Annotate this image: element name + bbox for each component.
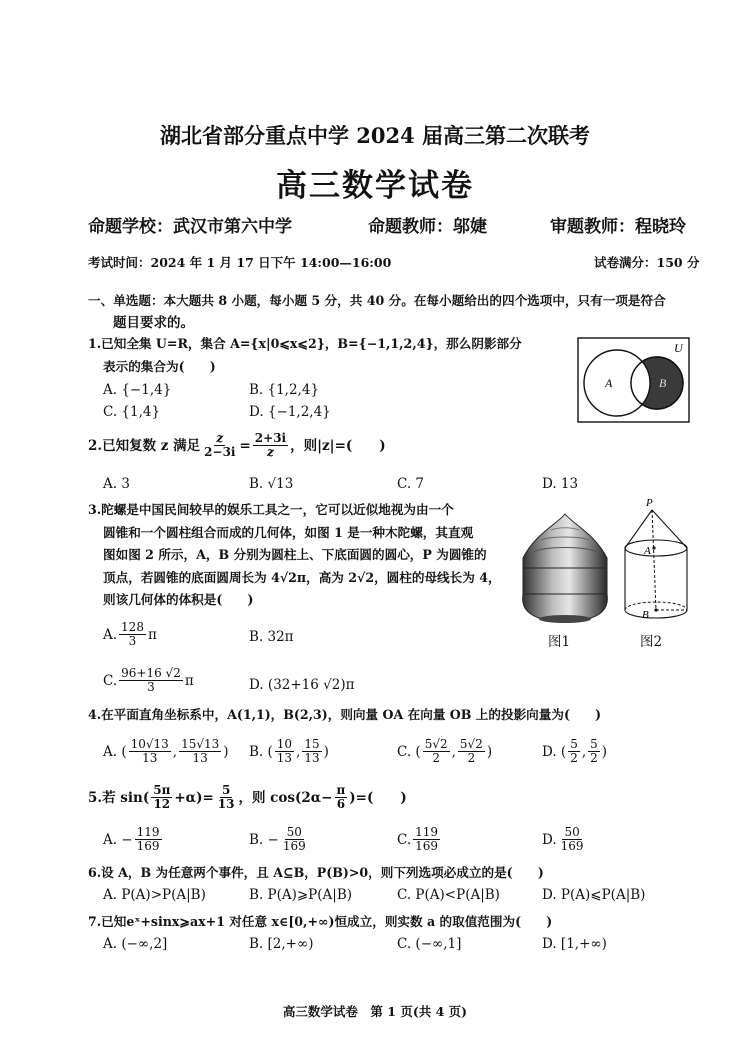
q5-d-num: 50 bbox=[564, 825, 580, 839]
exam-time: 考试时间：2024 年 1 月 17 日下午 14:00—16:00 bbox=[88, 255, 392, 270]
q4-d-n1: 5 bbox=[570, 737, 578, 751]
q2-prefix: 2.已知复数 z 满足 bbox=[88, 437, 201, 454]
q3-stem bbox=[88, 499, 508, 612]
q4-d-d2: 2 bbox=[590, 751, 598, 765]
q5-part-1: 5.若 sin( bbox=[88, 789, 150, 806]
q2-option-c: C. 7 bbox=[397, 476, 425, 492]
q3-option-c-label: C. bbox=[103, 672, 118, 689]
q5-f2-num: 5 bbox=[221, 783, 231, 797]
fig2-label-b: B bbox=[642, 609, 649, 621]
q4-c-d2: 2 bbox=[467, 751, 476, 765]
q5-option-c bbox=[397, 826, 442, 853]
q5-option-a bbox=[103, 826, 164, 853]
q7-option-c: C. (−∞,1] bbox=[397, 936, 462, 952]
q2-suffix: ，则|z|=( ) bbox=[290, 437, 386, 454]
q3-option-a-num: 128 bbox=[121, 620, 144, 634]
q4-d-n2: 5 bbox=[590, 737, 598, 751]
q5-a-num: 119 bbox=[136, 825, 160, 839]
venn-label-b: B bbox=[659, 376, 667, 390]
q3-option-a-den: 3 bbox=[128, 634, 137, 648]
venn-label-u: U bbox=[674, 341, 683, 355]
q4-a-n1: 10√13 bbox=[130, 737, 169, 751]
q6-option-b: B. P(A)⩾P(A|B) bbox=[249, 887, 353, 903]
q4-c-label: C. ( bbox=[397, 743, 421, 760]
q4-b-label: B. ( bbox=[249, 743, 273, 760]
q4-a-d1: 13 bbox=[142, 751, 158, 765]
q2-fraction-1 bbox=[202, 432, 237, 459]
q3-option-a-label: A. bbox=[103, 626, 118, 643]
figure-2-diagram bbox=[620, 496, 695, 626]
q3-option-d: D. (32+16 √2)π bbox=[249, 677, 355, 693]
figure-1-spinning-top bbox=[515, 510, 615, 630]
q5-b-label: B. − bbox=[249, 831, 279, 848]
q4-a-d2: 13 bbox=[192, 751, 208, 765]
meta-teacher: 命题教师：邬婕 bbox=[368, 217, 487, 237]
section-title bbox=[88, 289, 698, 335]
meta-school: 命题学校：武汉市第六中学 bbox=[88, 217, 292, 237]
q1-option-b: B. {1,2,4} bbox=[249, 382, 320, 398]
q2-option-b: B. √13 bbox=[249, 476, 294, 492]
q4-b-n2: 15 bbox=[304, 737, 320, 751]
q3-option-a-frac bbox=[119, 621, 146, 648]
figure-1-caption: 图1 bbox=[548, 634, 571, 650]
q5-option-b bbox=[249, 826, 310, 853]
q1-option-d: D. {−1,2,4} bbox=[249, 404, 331, 420]
q5-d-label: D. bbox=[542, 831, 557, 848]
q5-f3-num: π bbox=[336, 783, 346, 797]
q1-option-a: A. {−1,4} bbox=[103, 382, 172, 398]
q2-option-d: D. 13 bbox=[542, 476, 579, 492]
q5-part-2: +α)= bbox=[174, 789, 214, 806]
q5-f2-den: 13 bbox=[217, 797, 235, 811]
q4-b-d2: 13 bbox=[304, 751, 320, 765]
q5-stem bbox=[88, 784, 407, 811]
q3-option-a bbox=[103, 621, 157, 648]
q3-option-b: B. 32π bbox=[249, 629, 294, 645]
venn-diagram bbox=[577, 337, 690, 423]
q3-line-2: 圆锥和一个圆柱组合而成的几何体，如图 1 是一种木陀螺，其直观 bbox=[103, 524, 474, 540]
fig2-label-p: P bbox=[646, 497, 653, 509]
q3-option-c-den: 3 bbox=[147, 680, 155, 694]
q5-a-den: 169 bbox=[136, 839, 160, 853]
exam-header-line1: 湖北省部分重点中学 2024 届高三第二次联考 bbox=[159, 123, 591, 148]
q2-stem bbox=[88, 432, 386, 459]
exam-title: 高三数学试卷 bbox=[276, 168, 474, 204]
q4-a-label: A. ( bbox=[103, 743, 127, 760]
q3-line-4: 顶点，若圆锥的底面圆周长为 4√2π，高为 2√2，圆柱的母线长为 4， bbox=[103, 569, 501, 585]
q5-part-3: ，则 cos(2α− bbox=[238, 789, 333, 806]
q5-b-num: 50 bbox=[286, 825, 302, 839]
q4-c-n2: 5√2 bbox=[459, 737, 483, 751]
q3-option-c-num: 96+16 √2 bbox=[121, 666, 181, 680]
q4-d-label: D. ( bbox=[542, 743, 567, 760]
q3-option-c bbox=[103, 667, 194, 694]
q4-option-b: B. ( $\frac{10}{13}$ , $\frac{15}{13}$ ) bbox=[249, 737, 329, 765]
q4-option-c: C. ( $\frac{5√2}{2}$ , $\frac{5√2}{2}$ ) bbox=[397, 737, 493, 765]
q5-part-4: )=( ) bbox=[349, 789, 407, 806]
q7-option-a: A. (−∞,2] bbox=[103, 936, 168, 952]
q4-option-d: D. ( $\frac{5}{2}$ , $\frac{5}{2}$ ) bbox=[542, 737, 608, 765]
q4-option-a: A. ( $\frac{10√13}{13}$ , $\frac{15√13}{13}$ ) bbox=[103, 737, 229, 765]
q6-option-d: D. P(A)⩽P(A|B) bbox=[542, 887, 646, 903]
q5-f1-den: 12 bbox=[153, 797, 171, 811]
q2-eq: = bbox=[239, 437, 251, 454]
q3-option-c-suffix: π bbox=[184, 672, 194, 689]
q7-stem: 7.已知eˣ+sinx⩾ax+1 对任意 x∈[0,+∞)恒成立，则实数 a 的取值范围为( ) bbox=[88, 914, 553, 929]
q4-c-d1: 2 bbox=[432, 751, 440, 765]
q1-stem-line1: 1.已知全集 U=R，集合 A={x|0⩽x⩽2}，B={−1,1,2,4}，那么阴影部分 bbox=[88, 336, 522, 351]
q5-c-den: 169 bbox=[415, 839, 439, 853]
q4-b-d1: 13 bbox=[276, 751, 293, 765]
page-footer: 高三数学试卷 第 1 页(共 4 页) bbox=[282, 1004, 468, 1019]
q5-b-den: 169 bbox=[282, 839, 306, 853]
q3-line-1: 3.陀螺是中国民间较早的娱乐工具之一，它可以近似地视为由一个 bbox=[88, 502, 454, 517]
q5-f3-den: 6 bbox=[336, 797, 346, 811]
q2-frac1-num: z bbox=[216, 431, 224, 445]
meta-reviewer: 审题教师：程晓玲 bbox=[550, 217, 686, 237]
q2-frac2-den: z bbox=[267, 445, 274, 459]
venn-label-a: A bbox=[605, 376, 613, 390]
q5-a-label: A. − bbox=[103, 831, 133, 848]
q5-c-label: C. bbox=[397, 831, 412, 848]
q2-frac2-num: 2+3i bbox=[254, 431, 287, 445]
q5-d-den: 169 bbox=[560, 839, 584, 853]
q4-b-n1: 10 bbox=[276, 737, 293, 751]
q1-option-c: C. {1,4} bbox=[103, 404, 161, 420]
q3-option-a-suffix: π bbox=[147, 626, 157, 643]
section-title-line2: 题目要求的。 bbox=[113, 315, 194, 331]
q6-option-c: C. P(A)<P(A|B) bbox=[397, 887, 500, 903]
q4-c-n1: 5√2 bbox=[424, 737, 448, 751]
q2-fraction-2 bbox=[253, 432, 288, 459]
q5-c-num: 119 bbox=[415, 825, 439, 839]
q4-a-n2: 15√13 bbox=[181, 737, 220, 751]
q1-stem-line2: 表示的集合为( ) bbox=[103, 359, 216, 374]
figure-2-caption: 图2 bbox=[640, 634, 663, 650]
q2-frac1-den: 2−3i bbox=[204, 445, 236, 459]
q5-option-d bbox=[542, 826, 588, 853]
q6-option-a: A. P(A)>P(A|B) bbox=[103, 887, 206, 903]
q5-f1-num: 5π bbox=[153, 783, 171, 797]
q4-d-d1: 2 bbox=[570, 751, 578, 765]
q3-line-5: 则该几何体的体积是( ) bbox=[103, 592, 254, 607]
q2-option-a: A. 3 bbox=[103, 476, 130, 492]
q7-option-b: B. [2,+∞) bbox=[249, 936, 314, 952]
fig2-label-a: A bbox=[644, 545, 651, 557]
q3-option-c-frac bbox=[119, 667, 183, 694]
q6-stem: 6.设 A，B 为任意两个事件，且 A⊆B，P(B)>0，则下列选项必成立的是( ) bbox=[88, 865, 544, 880]
exam-score: 试卷满分：150 分 bbox=[594, 255, 700, 270]
q7-option-d: D. [1,+∞) bbox=[542, 936, 607, 952]
section-title-line1: 一、单选题：本大题共 8 小题，每小题 5 分，共 40 分。在每小题给出的四个选项中，只有一项是符合 bbox=[88, 293, 666, 308]
q4-stem: 4.在平面直角坐标系中，A(1,1)，B(2,3)，则向量 OA 在向量 OB 上的投影向量为( ) bbox=[88, 707, 602, 722]
q3-line-3: 图如图 2 所示，A，B 分别为圆柱上、下底面圆的圆心，P 为圆锥的 bbox=[103, 547, 487, 562]
